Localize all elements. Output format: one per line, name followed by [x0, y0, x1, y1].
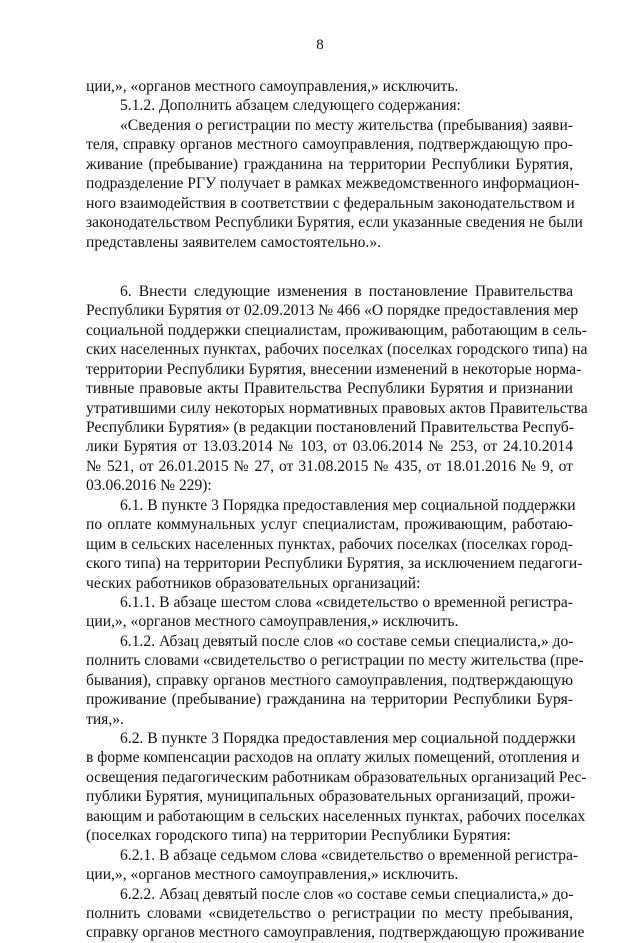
text-line: № 521, от 26.01.2015 № 27, от 31.08.2015 № 435, от 18.01.2016 № 9, от [86, 457, 573, 475]
text-line: теля, справку органов местного самоуправления, подтверждающую про- [86, 136, 573, 154]
text-line: публики Бурятия, муниципальных образовательных организаций, прожи- [86, 788, 576, 806]
text-line: представлены заявителем самостоятельно.». [86, 233, 382, 251]
text-line: ции,», «органов местного самоуправления,» исключить. [86, 78, 459, 95]
text-line: ских населенных пунктах, рабочих поселках (поселках городского типа) на [86, 341, 588, 359]
text-line: законодательством Республики Бурятия, если указанные сведения не были [86, 214, 583, 232]
text-section [86, 77, 583, 252]
text-line: 6. Внести следующие изменения в постановление Правительства [120, 282, 573, 300]
text-line: социальной поддержки специалистам, проживающим, работающим в сель- [86, 321, 587, 339]
text-line: полнить словами «свидетельство о регистрации по месту жительства (пре- [86, 652, 584, 670]
text-line: Республики Бурятия» (в редакции постановлений Правительства Респуб- [86, 419, 574, 436]
text-line: ции,», «органов местного самоуправления,» исключить. [86, 866, 459, 884]
text-line: (поселках городского типа) на территории Республики Бурятия: [86, 827, 511, 845]
text-line: тия,». [86, 710, 124, 728]
text-line: ческих работников образовательных организаций: [86, 574, 421, 592]
text-line: «Сведения о регистрации по месту жительства (пребывания) заяви- [120, 116, 573, 134]
text-line: ного взаимодействия в соответствии с федеральным законодательством и [86, 194, 575, 212]
text-line: тивные правовые акты Правительства Республики Бурятия и признании [86, 380, 573, 398]
text-line: 6.2.1. В абзаце седьмом слова «свидетельство о временной регистра- [120, 846, 579, 864]
paragraph-gap [86, 252, 573, 282]
text-line: 6.2.2. Абзац девятый после слов «о составе семьи специалиста,» до- [120, 885, 574, 903]
text-line: подразделение РГУ получает в рамках межведомственного информацион- [86, 175, 580, 193]
page-number: 8 [316, 37, 324, 53]
text-line: 5.1.2. Дополнить абзацем следующего содержания: [120, 97, 461, 115]
text-line: вающим и работающим в сельских населенных пунктах, рабочих поселках [86, 807, 586, 825]
text-line: справку органов местного самоуправления, подтверждающую проживание [86, 924, 585, 942]
text-line: ции,», «органов местного самоуправления,» исключить. [86, 613, 459, 631]
text-line: ского типа) на территории Республики Бурятия, за исключением педагоги- [86, 555, 583, 573]
text-line: бывания), справку органов местного самоуправления, подтверждающую [86, 671, 573, 689]
text-line: по оплате коммунальных услуг специалистам, проживающим, работаю- [86, 516, 573, 534]
text-line: живание (пребывание) гражданина на территории Республики Бурятия, [86, 155, 573, 173]
text-line: щим в сельских населенных пунктах, рабочих поселках (поселках город- [86, 535, 573, 553]
text-line: 03.06.2016 № 229): [86, 477, 212, 495]
document-body [86, 77, 588, 943]
text-line: 6.2. В пункте 3 Порядка предоставления мер социальной поддержки [120, 730, 576, 747]
text-line: 6.1.1. В абзаце шестом слова «свидетельство о временной регистра- [120, 593, 573, 611]
text-line: освещения педагогическим работникам образовательных организаций Рес- [86, 768, 587, 786]
text-line: 6.1.2. Абзац девятый после слов «о составе семьи специалиста,» до- [120, 632, 574, 650]
text-line: Республики Бурятия от 02.09.2013 № 466 «О порядке предоставления мер [86, 302, 579, 320]
text-line: в форме компенсации расходов на оплату жилых помещений, отопления и [86, 749, 580, 767]
text-section [86, 282, 588, 943]
text-line: проживание (пребывание) гражданина на территории Республики Буря- [86, 691, 573, 709]
text-line: территории Республики Бурятия, внесении изменений в некоторые норма- [86, 360, 582, 378]
text-line: 6.1. В пункте 3 Порядка предоставления мер социальной поддержки [120, 496, 576, 514]
text-line: лики Бурятия от 13.03.2014 № 103, от 03.06.2014 № 253, от 24.10.2014 [86, 438, 573, 456]
text-line: утратившими силу некоторых нормативных правовых актов Правительства [86, 399, 588, 417]
text-line: полнить словами «свидетельство о регистрации по месту пребывания, [86, 904, 573, 922]
